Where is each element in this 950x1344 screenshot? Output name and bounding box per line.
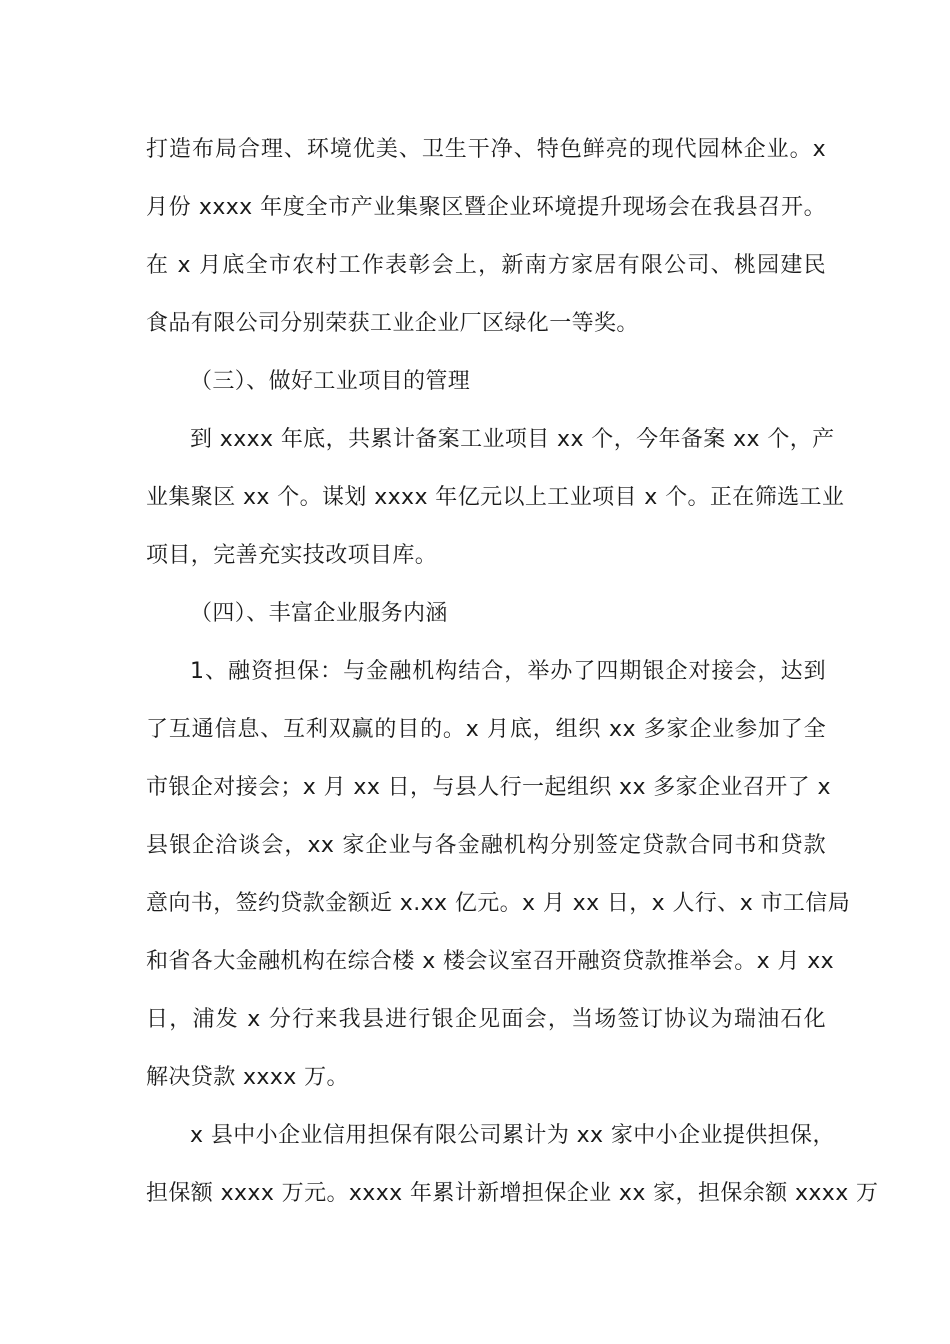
paragraph-line: 1、融资担保：与金融机构结合，举办了四期银企对接会，达到: [190, 659, 826, 684]
paragraph-line: 和省各大金融机构在综合楼 x 楼会议室召开融资贷款推举会。x 月 xx: [146, 949, 835, 974]
paragraph-line: 解决贷款 xxxx 万。: [146, 1065, 349, 1090]
paragraph-line: 担保额 xxxx 万元。xxxx 年累计新增担保企业 xx 家，担保余额 xxxx 万: [146, 1181, 879, 1206]
paragraph-line: 日，浦发 x 分行来我县进行银企见面会，当场签订协议为瑞油石化: [146, 1007, 826, 1032]
paragraph-line: 县银企洽谈会，xx 家企业与各金融机构分别签定贷款合同书和贷款: [146, 833, 826, 858]
paragraph-line: x 县中小企业信用担保有限公司累计为 xx 家中小企业提供担保，: [190, 1123, 835, 1148]
paragraph-line: 打造布局合理、环境优美、卫生干净、特色鲜亮的现代园林企业。x: [146, 137, 826, 162]
paragraph-line: 业集聚区 xx 个。谋划 xxxx 年亿元以上工业项目 x 个。正在筛选工业: [146, 485, 845, 510]
paragraph-line: 到 xxxx 年底，共累计备案工业项目 xx 个，今年备案 xx 个，产: [190, 427, 835, 452]
paragraph-line: 市银企对接会；x 月 xx 日，与县人行一起组织 xx 多家企业召开了 x: [146, 775, 831, 800]
section-heading: （四）、丰富企业服务内涵: [190, 601, 448, 626]
paragraph-line: 食品有限公司分别荣获工业企业厂区绿化一等奖。: [146, 311, 639, 336]
paragraph-line: 在 x 月底全市农村工作表彰会上，新南方家居有限公司、桃园建民: [146, 253, 826, 278]
paragraph-line: 项目，完善充实技改项目库。: [146, 543, 438, 568]
paragraph-line: 了互通信息、互利双赢的目的。x 月底，组织 xx 多家企业参加了全: [146, 717, 826, 742]
paragraph-line: 月份 xxxx 年度全市产业集聚区暨企业环境提升现场会在我县召开。: [146, 195, 826, 220]
section-heading: （三）、做好工业项目的管理: [190, 369, 471, 394]
paragraph-line: 意向书，签约贷款金额近 x.xx 亿元。x 月 xx 日，x 人行、x 市工信局: [146, 891, 851, 916]
